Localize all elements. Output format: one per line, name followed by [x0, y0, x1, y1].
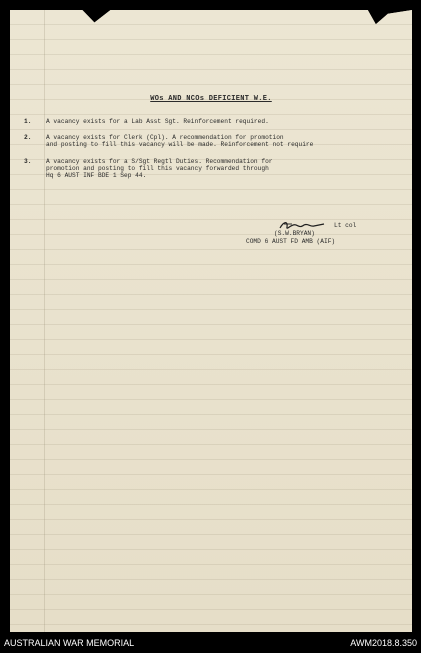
footer-source: AUSTRALIAN WAR MEMORIAL [4, 638, 135, 648]
item-number: 1. [24, 118, 32, 125]
signature-rank: Lt col [334, 222, 357, 229]
item-text-line: A vacancy exists for a Lab Asst Sgt. Reinforcement required. [46, 118, 269, 125]
item-text-line: A vacancy exists for a S/Sgt Regtl Duties. Recommendation for [46, 158, 273, 165]
document [10, 10, 412, 632]
signature-appointment: COMD 6 AUST FD AMB (AIF) [246, 238, 336, 245]
signature-name: (S.W.BRYAN) [274, 230, 315, 237]
item-text-line: promotion and posting to fill this vacancy forwarded through [46, 165, 269, 172]
footer-accession-number: AWM2018.8.350 [350, 638, 417, 648]
item-number: 2. [24, 134, 32, 141]
footer-bar [0, 632, 421, 653]
item-number: 3. [24, 158, 32, 165]
item-text-line: A vacancy exists for Clerk (Cpl). A recommendation for promotion [46, 134, 284, 141]
item-text-line: and posting to fill this vacancy will be made. Reinforcement not require [46, 141, 314, 148]
document-title: WOs AND NCOs DEFICIENT W.E. [150, 95, 272, 103]
item-text-line: Hq 6 AUST INF BDE 1 Sep 44. [46, 172, 147, 179]
